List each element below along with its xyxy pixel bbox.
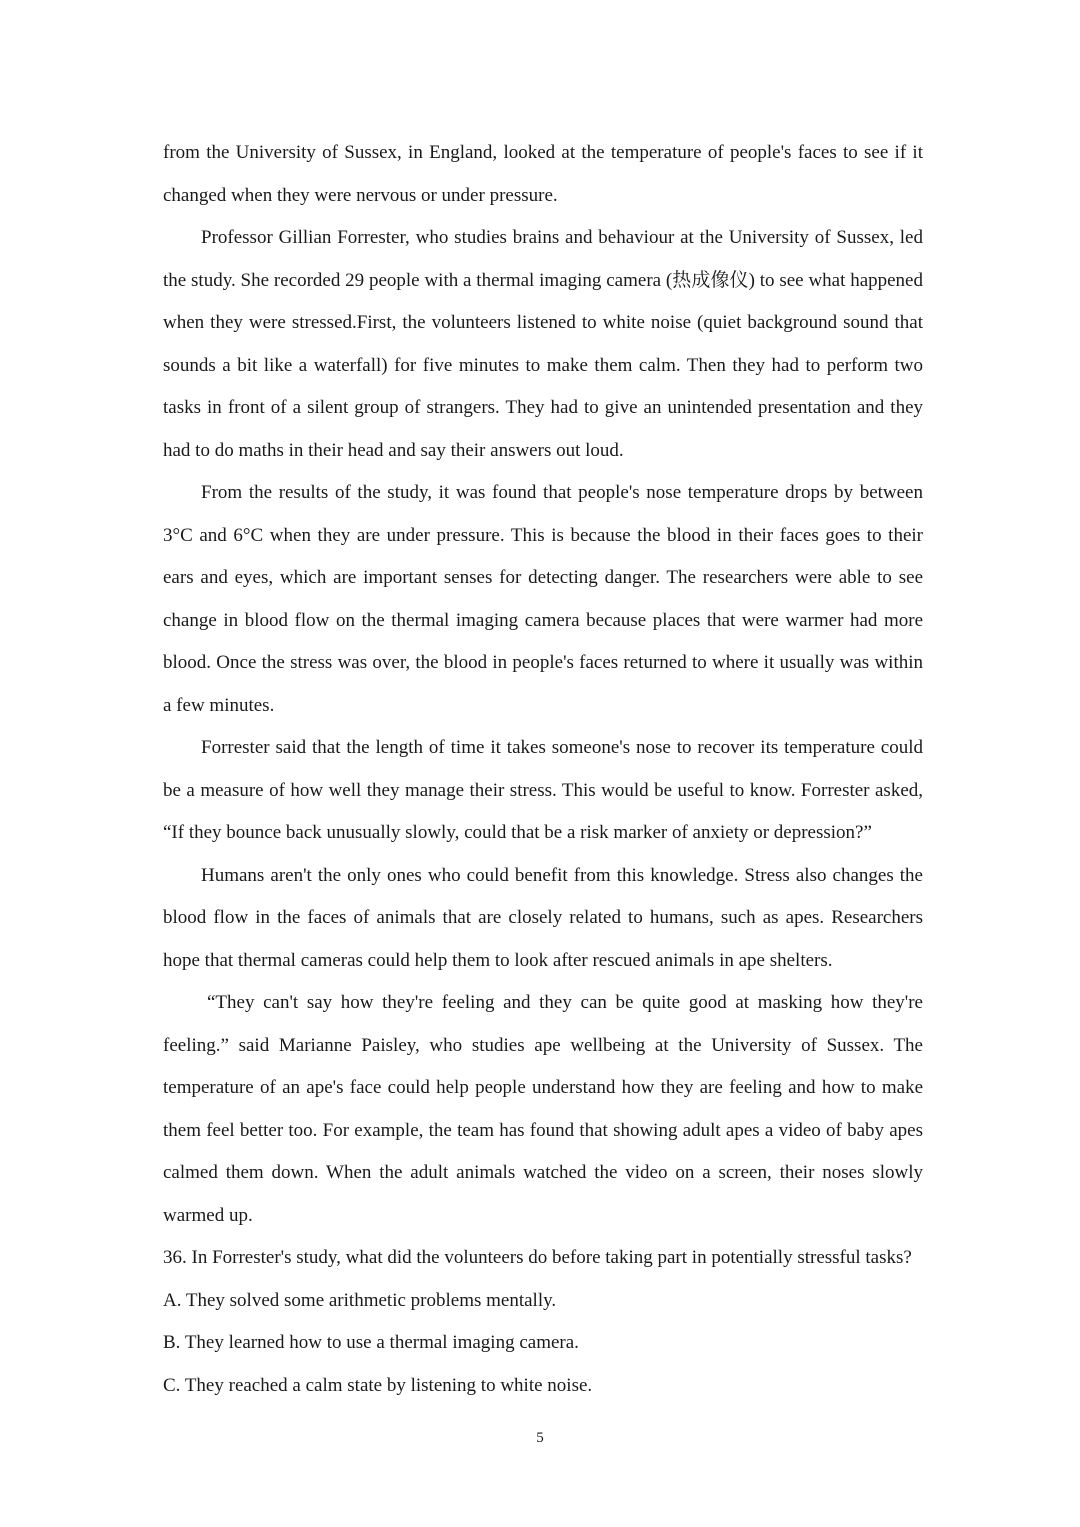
page-number: 5 xyxy=(536,1430,544,1446)
passage-paragraph-3: From the results of the study, it was found that people's nose temperature drops by between 3°C and 6°C when they are under pressure. This is because the blood in their faces goes to their ears and eyes, which are important senses for detecting danger. The researchers were able to see change in blood flow on the thermal imaging camera because places that were warmer had more blood. Once the stress was over, the blood in people's faces returned to where it usually was within a few minutes. xyxy=(163,482,923,716)
question-stem: 36. In Forrester's study, what did the volunteers do before taking part in potentially stressful tasks? xyxy=(163,1247,912,1268)
option-c: C. They reached a calm state by listening to white noise. xyxy=(163,1374,593,1396)
passage-paragraph-1: from the University of Sussex, in England, looked at the temperature of people's faces to see if it changed when they were nervous or under pressure. xyxy=(163,142,923,206)
passage-paragraph-2: Professor Gillian Forrester, who studies brains and behaviour at the University of Sussex, led the study. She recorded 29 people with a thermal imaging camera (热成像仪) to see what happened when they were stressed.First, the volunteers listened to white noise (quiet background sound that sounds a bit like a waterfall) for five minutes to make them calm. Then they had to perform two tasks in front of a silent group of strangers. They had to give an unintended presentation and they had to do maths in their head and say their answers out loud. xyxy=(163,227,923,461)
reading-passage xyxy=(163,132,923,1407)
passage-paragraph-4: Forrester said that the length of time it takes someone's nose to recover its temperature could be a measure of how well they manage their stress. This would be useful to know. Forrester asked, “If they bounce back unusually slowly, could that be a risk marker of anxiety or depression?” xyxy=(163,737,923,843)
passage-paragraph-5: Humans aren't the only ones who could benefit from this knowledge. Stress also changes the blood flow in the faces of animals that are closely related to humans, such as apes. Researchers hope that thermal cameras could help them to look after rescued animals in ape shelters. xyxy=(163,864,923,971)
option-a: A. They solved some arithmetic problems mentally. xyxy=(163,1289,557,1311)
passage-paragraph-6: “They can't say how they're feeling and they can be quite good at masking how they're feeling.” said Marianne Paisley, who studies ape wellbeing at the University of Sussex. The temperature of an ape's face could help people understand how they are feeling and how to make them feel better too. For example, the team has found that showing adult apes a video of baby apes calmed them down. When the adult animals watched the video on a screen, their noses slowly warmed up. xyxy=(163,992,923,1226)
option-b: B. They learned how to use a thermal imaging camera. xyxy=(163,1332,579,1353)
question-36 xyxy=(163,1237,923,1407)
